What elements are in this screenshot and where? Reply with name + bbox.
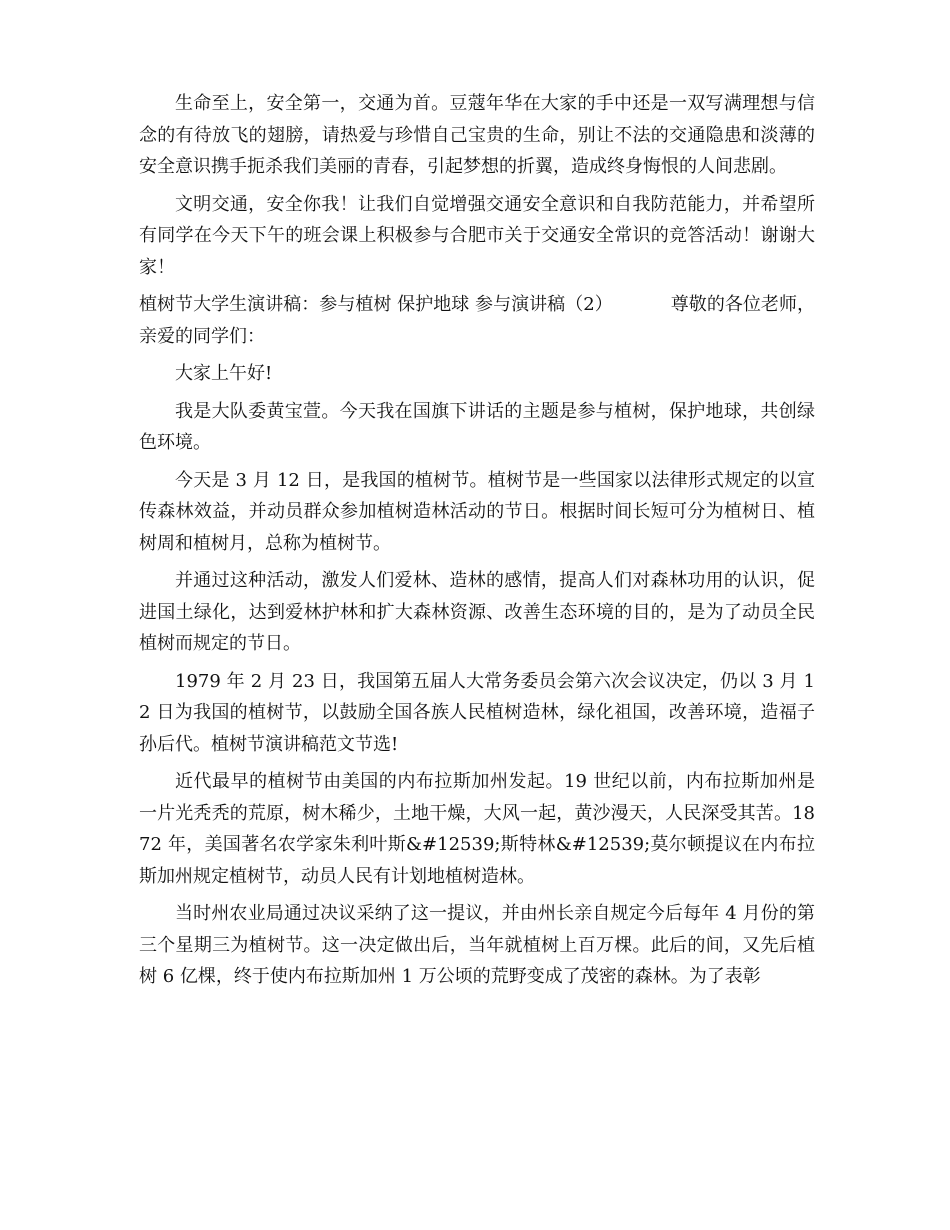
paragraph-arbor-day: 今天是 3 月 12 日，是我国的植树节。植树节是一些国家以法律形式规定的以宣传森林效益，并动员群众参加植树造林活动的节日。根据时间长短可分为植树日、植树周和植树月，总称为植树节。: [139, 469, 815, 554]
paragraph-civilized-traffic: 文明交通，安全你我！让我们自觉增强交通安全意识和自我防范能力，并希望所有同学在今天下午的班会课上积极参与合肥市关于交通安全常识的竞答活动！谢谢大家！: [139, 193, 815, 278]
document-page: [139, 88, 815, 999]
paragraph-nebraska-result: 当时州农业局通过决议采纳了这一提议，并由州长亲自规定今后每年 4 月份的第三个星期三为植树节。这一决定做出后，当年就植树上百万棵。此后的间，又先后植树 6 亿棵，终于使内布拉斯加州 1 万公顷的荒野变成了茂密的森林。为了表彰: [139, 903, 815, 987]
speech-title-line: [139, 289, 815, 352]
paragraph-greeting: 大家上午好!: [175, 363, 273, 384]
paragraph-activity-purpose: 并通过这种活动，激发人们爱林、造林的感情，提高人们对森林功用的认识，促进国土绿化，达到爱林护林和扩大森林资源、改善生态环境的目的，是为了动员全民植树而规定的节日。: [139, 570, 815, 654]
paragraph-introduction: 我是大队委黄宝萱。今天我在国旗下讲话的主题是参与植树，保护地球，共创绿色环境。: [139, 400, 815, 453]
paragraph-nebraska-origin: 近代最早的植树节由美国的内布拉斯加州发起。19 世纪以前，内布拉斯加州是一片光秃秃的荒原，树木稀少，土地干燥，大风一起，黄沙漫天，人民深受其苦。1872 年，美国著名农学家朱利叶斯&#12539;斯特林&#12539;莫尔顿提议在内布拉斯加州规定植树节，动员人民有计划地植树造林。: [139, 771, 815, 887]
paragraph-traffic-safety: 生命至上，安全第一，交通为首。豆蔻年华在大家的手中还是一双写满理想与信念的有待放飞的翅膀，请热爱与珍惜自己宝贵的生命，别让不法的交通隐患和淡薄的安全意识携手扼杀我们美丽的青春，引起梦想的折翼，造成终身悔恨的人间悲剧。: [139, 93, 815, 177]
salutation: 尊敬的各位老师，亲爱的同学们：: [139, 294, 815, 347]
paragraph-1979-decision: 1979 年 2 月 23 日，我国第五届人大常务委员会第六次会议决定，仍以 3 月 12 日为我国的植树节，以鼓励全国各族人民植树造林，绿化祖国，改善环境，造福子孙后代。植树节演讲稿范文节选!: [139, 670, 815, 755]
speech-title: 植树节大学生演讲稿：参与植树 保护地球 参与演讲稿（2）: [139, 294, 613, 315]
